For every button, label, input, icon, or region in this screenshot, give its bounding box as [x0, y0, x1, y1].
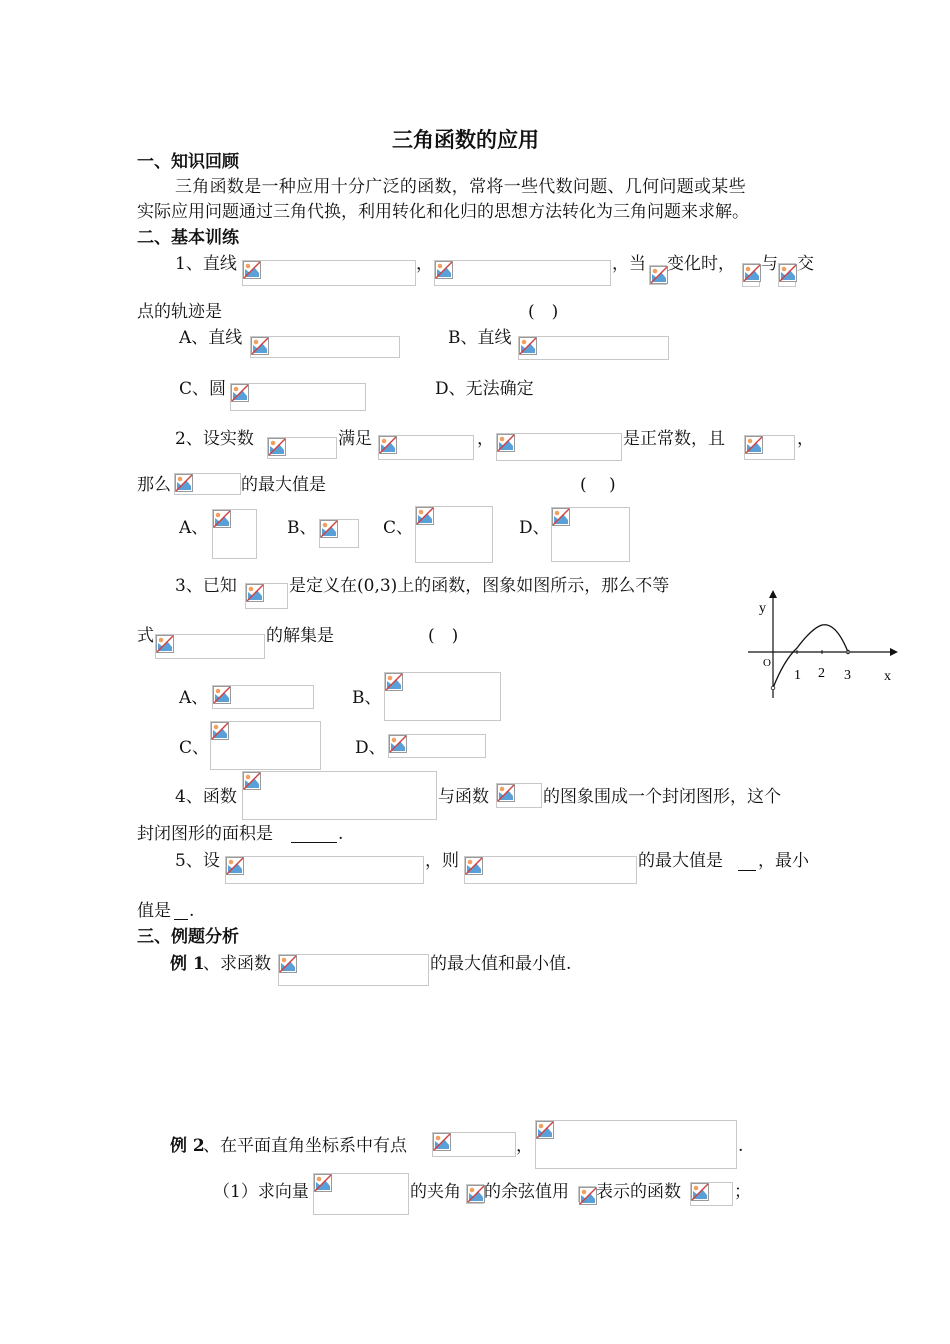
q4-text-d: 封闭图形的面积是 — [137, 824, 273, 844]
formula-image — [225, 856, 424, 884]
formula-image — [432, 1132, 516, 1157]
formula-image — [415, 506, 493, 563]
formula-image — [649, 265, 667, 285]
q1-option-d: D、无法确定 — [435, 379, 534, 399]
q3-text-c: 式 — [137, 626, 154, 646]
q1-text-a: 1、直线 — [175, 254, 237, 274]
formula-image — [319, 519, 359, 548]
formula-image — [551, 507, 630, 562]
formula-image — [174, 473, 241, 495]
function-curve — [773, 625, 848, 688]
formula-image — [496, 783, 542, 808]
q1-text-c: ，当 — [612, 254, 646, 274]
q2-text-e: ， — [797, 429, 814, 449]
q4-answer-blank[interactable] — [291, 840, 337, 843]
formula-image — [212, 685, 314, 709]
q5-max-blank[interactable] — [738, 868, 756, 871]
x-tick-label-3: 3 — [844, 668, 851, 683]
function-graph — [742, 588, 902, 708]
broken-image-icon — [243, 772, 261, 790]
curve-start-point — [771, 686, 775, 690]
broken-image-icon — [467, 1185, 485, 1203]
q1-text-e: 与 — [761, 254, 778, 274]
broken-image-icon — [211, 722, 229, 740]
broken-image-icon — [268, 438, 286, 456]
q3-option-b: B、 — [352, 688, 382, 708]
q1-text-b: ， — [416, 254, 433, 274]
q4-text-e: . — [338, 824, 344, 844]
example2-part1-d: 表示的函数 — [596, 1182, 681, 1202]
formula-image — [245, 583, 288, 609]
section-heading-examples: 三、例题分析 — [137, 927, 239, 947]
q2-answer-paren: ( ) — [580, 475, 616, 495]
q2-text-f: 那么 — [137, 475, 171, 495]
q5-text-c: 的最大值是 — [638, 851, 723, 871]
broken-image-icon — [552, 508, 570, 526]
review-paragraph-line1: 三角函数是一种应用十分广泛的函数，常将一些代数问题、几何问题或某些 — [175, 177, 746, 197]
q1-option-b: B、直线 — [448, 328, 512, 348]
broken-image-icon — [156, 635, 174, 653]
formula-image — [242, 260, 416, 286]
broken-image-icon — [579, 1187, 597, 1205]
broken-image-icon — [519, 337, 537, 355]
formula-image — [250, 336, 400, 358]
broken-image-icon — [497, 784, 515, 802]
formula-image — [744, 435, 795, 460]
q2-option-d: D、 — [519, 518, 550, 538]
x-axis-label: x — [884, 669, 891, 684]
q4-text-b: 与函数 — [438, 787, 489, 807]
q1-text-d: 变化时， — [667, 254, 735, 274]
example1-label: 例 1 — [170, 954, 205, 974]
broken-image-icon — [691, 1183, 709, 1201]
formula-image — [242, 771, 437, 820]
x-tick-label-1: 1 — [794, 668, 801, 683]
example2-comma: ， — [516, 1136, 533, 1156]
q3-answer-paren: ( ) — [428, 626, 459, 646]
review-paragraph-line2: 实际应用问题通过三角代换，利用转化和化归的思想方法转化为三角问题来求解。 — [137, 202, 749, 222]
q4-text-a: 4、函数 — [175, 787, 237, 807]
q1-text-f: 交 — [797, 254, 814, 274]
formula-image — [496, 433, 622, 461]
formula-image — [535, 1120, 737, 1169]
q5-text-e: 值是 — [137, 901, 171, 921]
example2-part1-c: 的余弦值用 — [484, 1182, 569, 1202]
broken-image-icon — [745, 436, 763, 454]
formula-image — [466, 1184, 484, 1204]
section-heading-training: 二、基本训练 — [137, 228, 239, 248]
x-axis-arrow-icon — [890, 648, 898, 656]
example2-part1-b: 的夹角 — [410, 1182, 461, 1202]
section-heading-review: 一、知识回顾 — [137, 152, 239, 172]
broken-image-icon — [650, 266, 668, 284]
q5-text-a: 5、设 — [175, 851, 220, 871]
broken-image-icon — [379, 436, 397, 454]
q2-text-b: 满足 — [338, 429, 372, 449]
formula-image — [210, 721, 321, 770]
q1-answer-paren: ( ) — [528, 302, 559, 322]
broken-image-icon — [246, 584, 264, 602]
broken-image-icon — [435, 261, 453, 279]
formula-image — [388, 734, 486, 758]
q5-text-f: . — [189, 901, 195, 921]
q1-option-a: A、直线 — [179, 328, 243, 348]
broken-image-icon — [497, 434, 515, 452]
q2-option-c: C、 — [383, 518, 414, 538]
page-title: 三角函数的应用 — [392, 127, 539, 152]
formula-image — [212, 509, 257, 559]
formula-image — [434, 260, 611, 286]
example1-text: 、求函数 — [203, 954, 271, 974]
broken-image-icon — [279, 955, 297, 973]
broken-image-icon — [243, 261, 261, 279]
q5-text-d: ，最小 — [758, 851, 809, 871]
broken-image-icon — [231, 384, 249, 402]
y-axis-arrow-icon — [769, 590, 777, 598]
broken-image-icon — [226, 857, 244, 875]
x-tick-label-2: 2 — [818, 666, 825, 681]
q1-text-g: 点的轨迹是 — [137, 302, 222, 322]
q3-text-b: 是定义在(0,3)上的函数，图象如图所示，那么不等 — [289, 576, 670, 596]
broken-image-icon — [779, 264, 797, 282]
q3-option-d: D、 — [355, 738, 386, 758]
q3-option-a: A、 — [179, 688, 209, 708]
broken-image-icon — [213, 510, 231, 528]
formula-image — [518, 336, 669, 360]
broken-image-icon — [465, 857, 483, 875]
q3-text-a: 3、已知 — [175, 576, 237, 596]
formula-image — [742, 263, 760, 287]
example2-part1-e: ； — [734, 1182, 751, 1202]
formula-image — [230, 383, 366, 411]
formula-image — [378, 435, 474, 460]
broken-image-icon — [175, 474, 193, 492]
broken-image-icon — [433, 1133, 451, 1151]
q4-text-c: 的图象围成一个封闭图形，这个 — [543, 787, 781, 807]
q5-text-b: ，则 — [425, 851, 459, 871]
broken-image-icon — [385, 673, 403, 691]
q2-text-a: 2、设实数 — [175, 429, 254, 449]
y-axis-label: y — [759, 601, 766, 616]
q5-min-blank[interactable] — [174, 917, 188, 920]
q2-text-g: 的最大值是 — [241, 475, 326, 495]
example1-tail: 的最大值和最小值. — [430, 954, 572, 974]
formula-image — [578, 1186, 596, 1202]
q2-text-c: ， — [477, 429, 494, 449]
q2-option-b: B、 — [287, 518, 317, 538]
broken-image-icon — [314, 1174, 332, 1192]
broken-image-icon — [251, 337, 269, 355]
formula-image — [464, 856, 637, 884]
q3-text-d: 的解集是 — [266, 626, 334, 646]
origin-label: O — [763, 657, 771, 669]
example2-period: . — [738, 1136, 744, 1156]
formula-image — [778, 263, 796, 287]
example2-label: 例 2 — [170, 1136, 205, 1156]
broken-image-icon — [743, 264, 761, 282]
q3-option-c: C、 — [179, 738, 210, 758]
q1-option-c: C、圆 — [179, 379, 227, 399]
q2-option-a: A、 — [179, 518, 209, 538]
formula-image — [267, 437, 337, 459]
formula-image — [690, 1182, 733, 1206]
example2-text: 、在平面直角坐标系中有点 — [203, 1136, 407, 1156]
q2-text-d: 是正常数，且 — [623, 429, 725, 449]
broken-image-icon — [320, 520, 338, 538]
broken-image-icon — [536, 1121, 554, 1139]
formula-image — [278, 954, 429, 986]
example2-part1-a: （1）求向量 — [213, 1182, 309, 1202]
broken-image-icon — [416, 507, 434, 525]
formula-image — [384, 672, 501, 721]
formula-image — [155, 634, 265, 659]
formula-image — [313, 1173, 409, 1215]
broken-image-icon — [213, 686, 231, 704]
broken-image-icon — [389, 735, 407, 753]
